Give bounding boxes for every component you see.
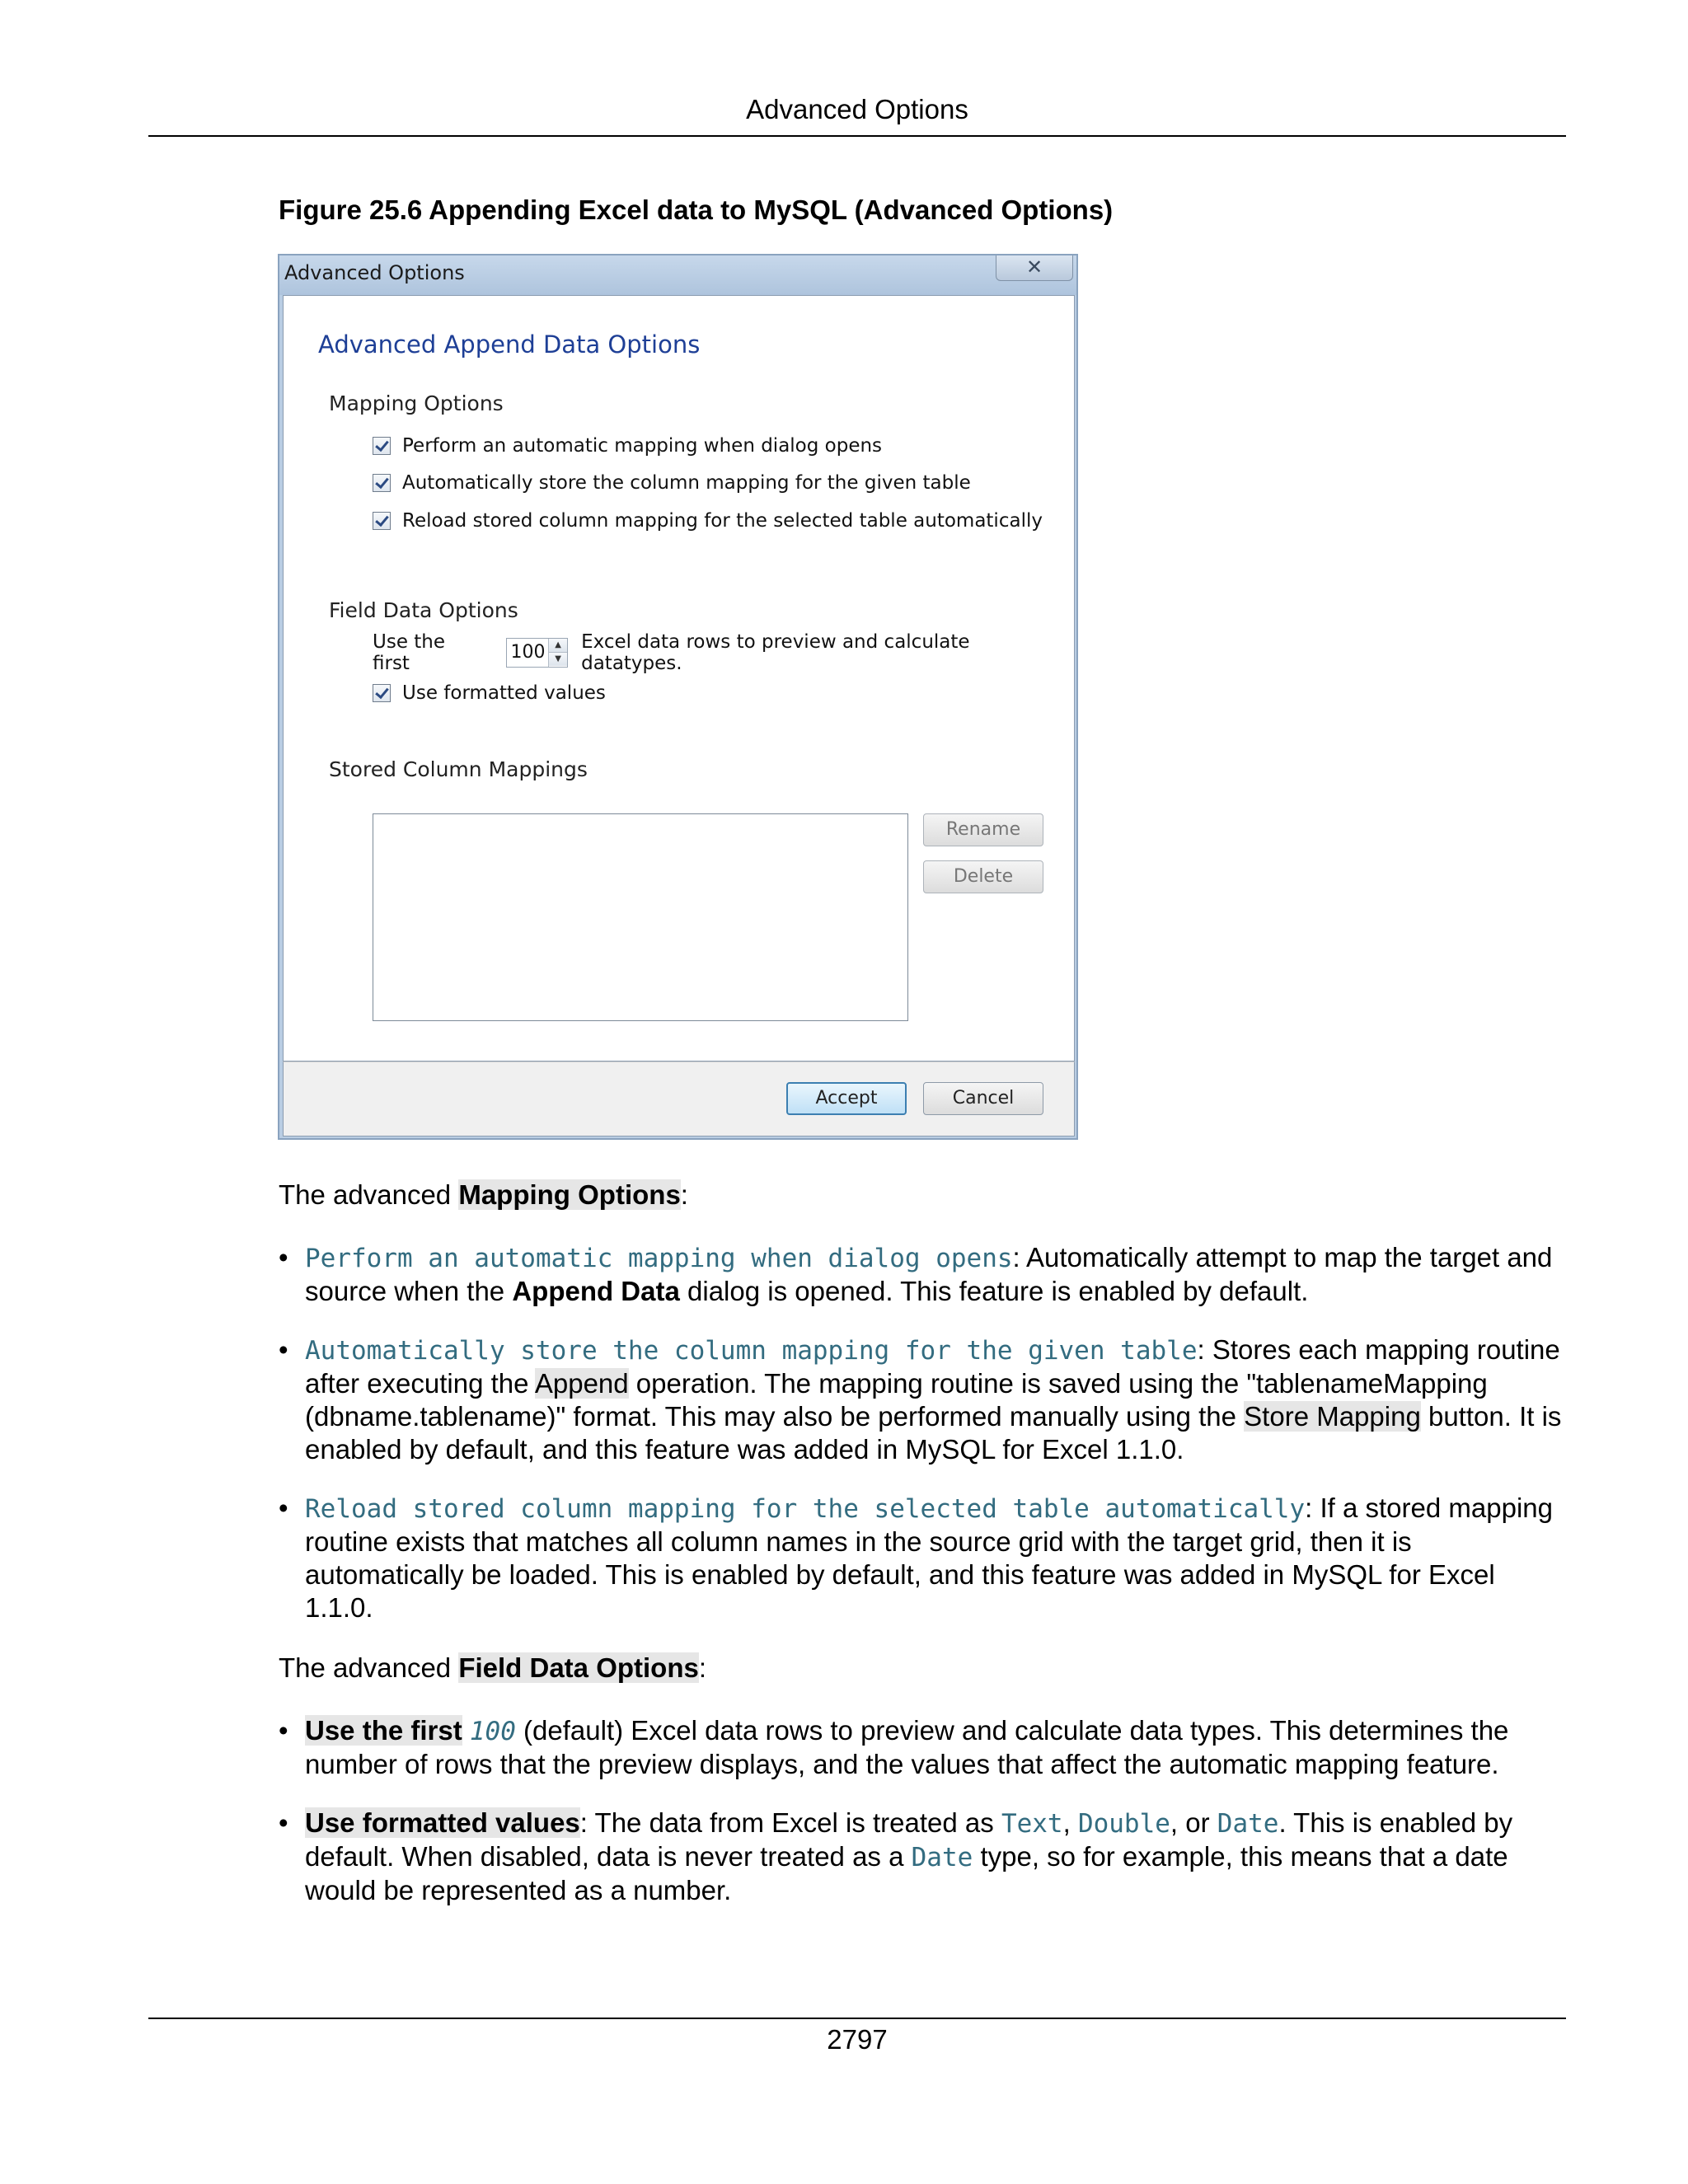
preview-rows-stepper[interactable] [506,638,569,668]
header-rule [148,135,1566,137]
dialog-body [283,295,1075,1062]
checkbox-checked-icon [373,512,391,530]
auto-store-checkbox[interactable] [373,471,971,494]
dialog-heading: Advanced Append Data Options [318,330,701,359]
rename-button[interactable]: Rename [923,813,1043,846]
stepper-up-icon[interactable]: ▲ [549,639,567,652]
accept-button[interactable]: Accept [786,1082,907,1115]
field-data-options-intro: The advanced Field Data Options: [279,1652,707,1683]
auto-mapping-label: Perform an automatic mapping when dialog opens [402,435,883,457]
page-number: 2797 [827,2024,888,2055]
formatted-values-checkbox[interactable] [373,682,606,705]
page-header: Advanced Options [746,94,968,124]
formatted-values-label: Use formatted values [402,682,606,704]
bullet-icon: • [279,1715,288,1746]
stored-mappings-label: Stored Column Mappings [329,757,588,781]
field-data-options-label: Field Data Options [329,598,518,622]
checkbox-checked-icon [373,437,391,455]
close-icon: ✕ [1025,255,1043,279]
checkbox-checked-icon [373,474,391,492]
dialog-title: Advanced Options [284,261,465,284]
footer-rule [148,2018,1566,2019]
mapping-options-label: Mapping Options [329,391,504,415]
bullet-icon: • [279,1493,288,1523]
advanced-options-dialog [278,254,1078,1140]
preview-rows-value: 100 [510,642,546,663]
auto-store-label: Automatically store the column mapping for the given table [402,472,971,494]
bullet-icon: • [279,1334,288,1365]
dialog-titlebar [279,255,1076,295]
auto-mapping-checkbox[interactable] [373,434,882,457]
bullet-icon: • [279,1807,288,1838]
cancel-button[interactable]: Cancel [923,1082,1043,1115]
stepper-down-icon[interactable]: ▼ [549,652,567,666]
preview-rows-row [373,631,1074,674]
use-first-label: Use the first [373,631,446,674]
close-button[interactable] [996,255,1073,281]
reload-mapping-checkbox[interactable] [373,509,1043,532]
stored-mappings-list[interactable] [373,813,908,1021]
preview-rows-suffix: Excel data rows to preview and calculate datatypes. [581,631,970,674]
dialog-footer [283,1062,1075,1137]
figure-caption: Figure 25.6 Appending Excel data to MySQL (Advanced Options) [279,194,1114,225]
delete-button[interactable]: Delete [923,860,1043,893]
reload-mapping-label: Reload stored column mapping for the selected table automatically [402,510,1043,532]
checkbox-checked-icon [373,684,391,702]
mapping-options-intro: The advanced Mapping Options: [279,1179,688,1210]
stepper-arrows[interactable] [548,639,567,667]
bullet-icon: • [279,1242,288,1272]
